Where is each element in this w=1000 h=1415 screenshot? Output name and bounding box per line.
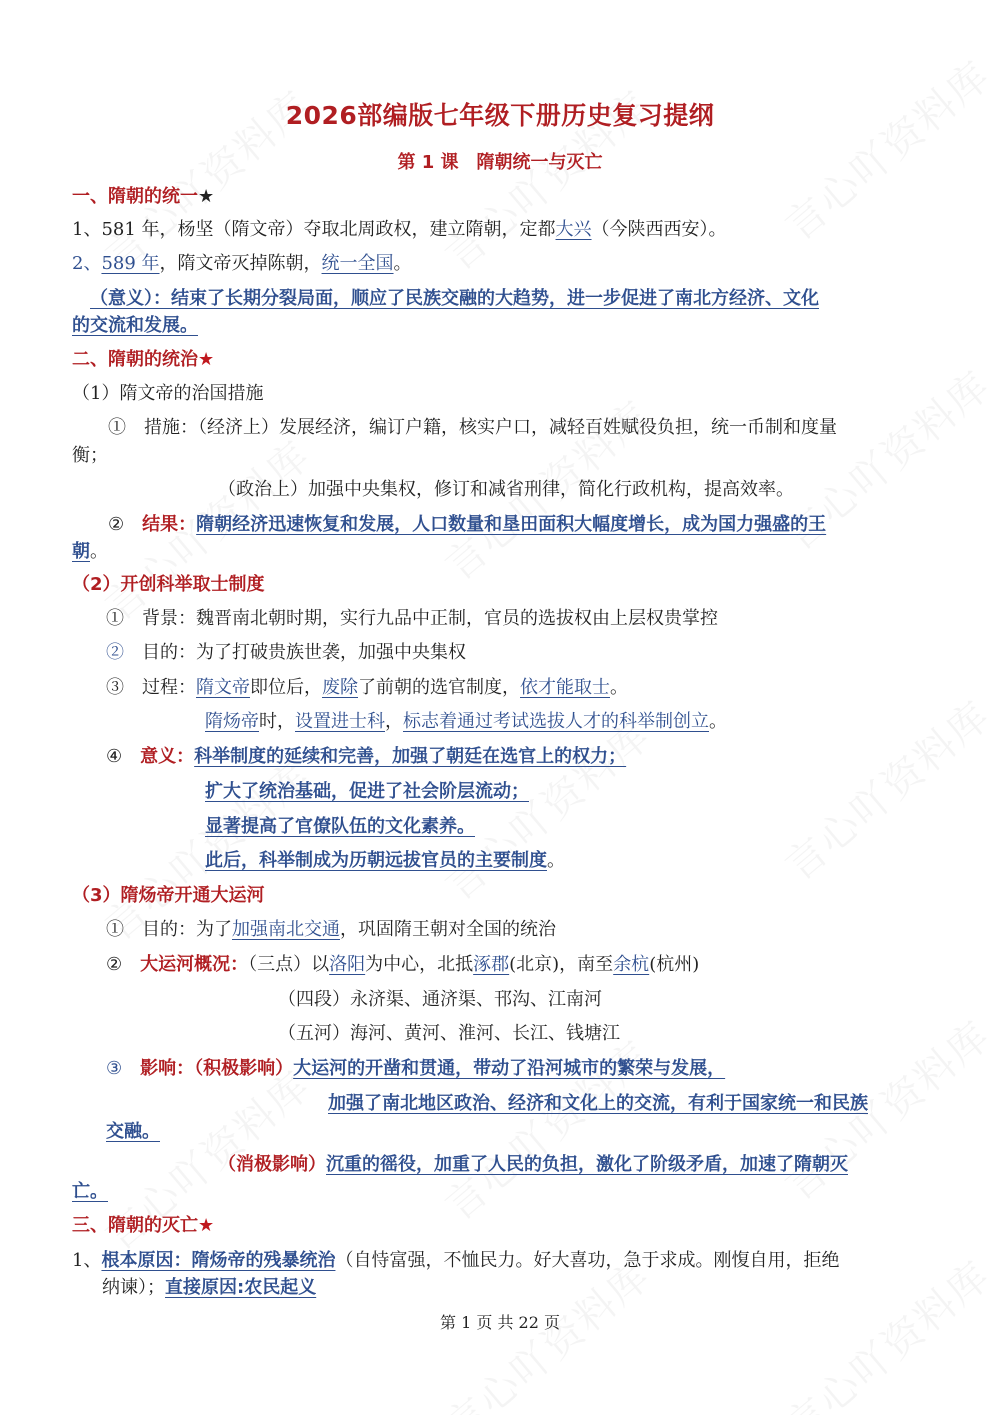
key-daxing: 大兴 [555,219,592,240]
measures-economic-line1: ① 措施：（经济上）发展经济，编订户籍，核实户口，减轻百姓赋役负担，统一币制和度量 [108,417,837,438]
canal-purpose: ① 目的：为了加强南北交通，巩固隋王朝对全国的统治 [106,919,556,940]
result-line1: ② 结果：隋朝经济迅速恢复和发展，人口数量和垦田面积大幅度增长，成为国力强盛的王 [108,514,827,535]
unification-significance-line1: （意义）：结束了长期分裂局面，顺应了民族交融的大趋势，进一步促进了南北方经济、文化 [90,288,819,309]
watermark [431,706,661,912]
exam-significance-line4: 此后，科举制成为历朝远拔官员的主要制度。 [205,850,565,871]
section-heading-rule: 二、隋朝的统治★ [72,349,215,370]
document-title: 2026部编版七年级下册历史复习提纲 [285,101,715,130]
canal-impact-negative-line2: 亡。 [72,1181,108,1202]
subheading-grand-canal: （3）隋炀帝开通大运河 [72,885,265,906]
lesson-title: 第 1 课 隋朝统一与灭亡 [397,152,603,173]
exam-significance-line2: 扩大了统治基础，促进了社会阶层流动； [205,781,529,802]
fall-causes-line1: 1、根本原因：隋炀帝的残暴统治（自恃富强，不恤民力。好大喜功，急于求成。刚愎自用，拒绝 [72,1250,840,1271]
section-heading-unification: 一、隋朝的统一★ [72,186,215,207]
canal-impact-positive-line2: 加强了南北地区政治、经济和文化上的交流，有利于国家统一和民族 [328,1093,868,1114]
section-heading-fall: 三、隋朝的灭亡★ [72,1215,215,1236]
exam-purpose: ② 目的：为了打破贵族世袭，加强中央集权 [106,642,466,663]
canal-five-rivers: （五河）海河、黄河、淮河、长江、钱塘江 [278,1023,620,1044]
canal-three-points: ② 大运河概况：（三点）以洛阳为中心，北抵涿郡(北京)，南至余杭(杭州) [106,954,700,975]
star-icon: ★ [198,186,215,207]
subheading-wendi-measures: （1）隋文帝的治国措施 [72,383,264,404]
exam-significance-line3: 显著提高了官僚队伍的文化素养。 [205,816,475,837]
subheading-imperial-exam: （2）开创科举取士制度 [72,574,265,595]
item-581: 1、581 年，杨坚（隋文帝）夺取北周政权，建立隋朝，定都大兴（今陕西西安）。 [72,219,727,240]
page-footer: 第 1 页 共 22 页 [440,1313,560,1332]
measures-economic-line2: 衡； [72,445,108,466]
canal-impact-positive-line3: 交融。 [106,1121,160,1142]
unification-significance-line2: 的交流和发展。 [72,315,198,336]
result-line2: 朝。 [72,541,108,562]
fall-causes-line2: 纳谏）；直接原因:农民起义 [102,1277,317,1298]
item-589: 2、589 年，隋文帝灭掉陈朝，统一全国。 [72,253,412,274]
exam-process-line2: 隋炀帝时，设置进士科，标志着通过考试选拔人才的科举制创立。 [205,711,727,732]
canal-impact-negative-line1: （消极影响）沉重的徭役，加重了人民的负担，激化了阶级矛盾，加速了隋朝灭 [218,1154,848,1175]
exam-background: ① 背景：魏晋南北朝时期，实行九品中正制，官员的选拔权由上层权贵掌控 [106,608,718,629]
measures-political: （政治上）加强中央集权，修订和减省刑律，简化行政机构，提高效率。 [218,479,794,500]
canal-four-sections: （四段）永济渠、通济渠、邗沟、江南河 [278,989,602,1010]
star-icon: ★ [198,1215,215,1236]
canal-impact-positive-line1: ③ 影响：（积极影响）大运河的开凿和贯通，带动了沿河城市的繁荣与发展， [106,1058,726,1079]
exam-process-line1: ③ 过程：隋文帝即位后，废除了前朝的选官制度，依才能取士。 [106,677,628,698]
exam-significance-line1: ④ 意义：科举制度的延续和完善，加强了朝廷在选官上的权力； [106,746,627,767]
star-icon: ★ [198,349,215,370]
watermark [771,686,1000,892]
